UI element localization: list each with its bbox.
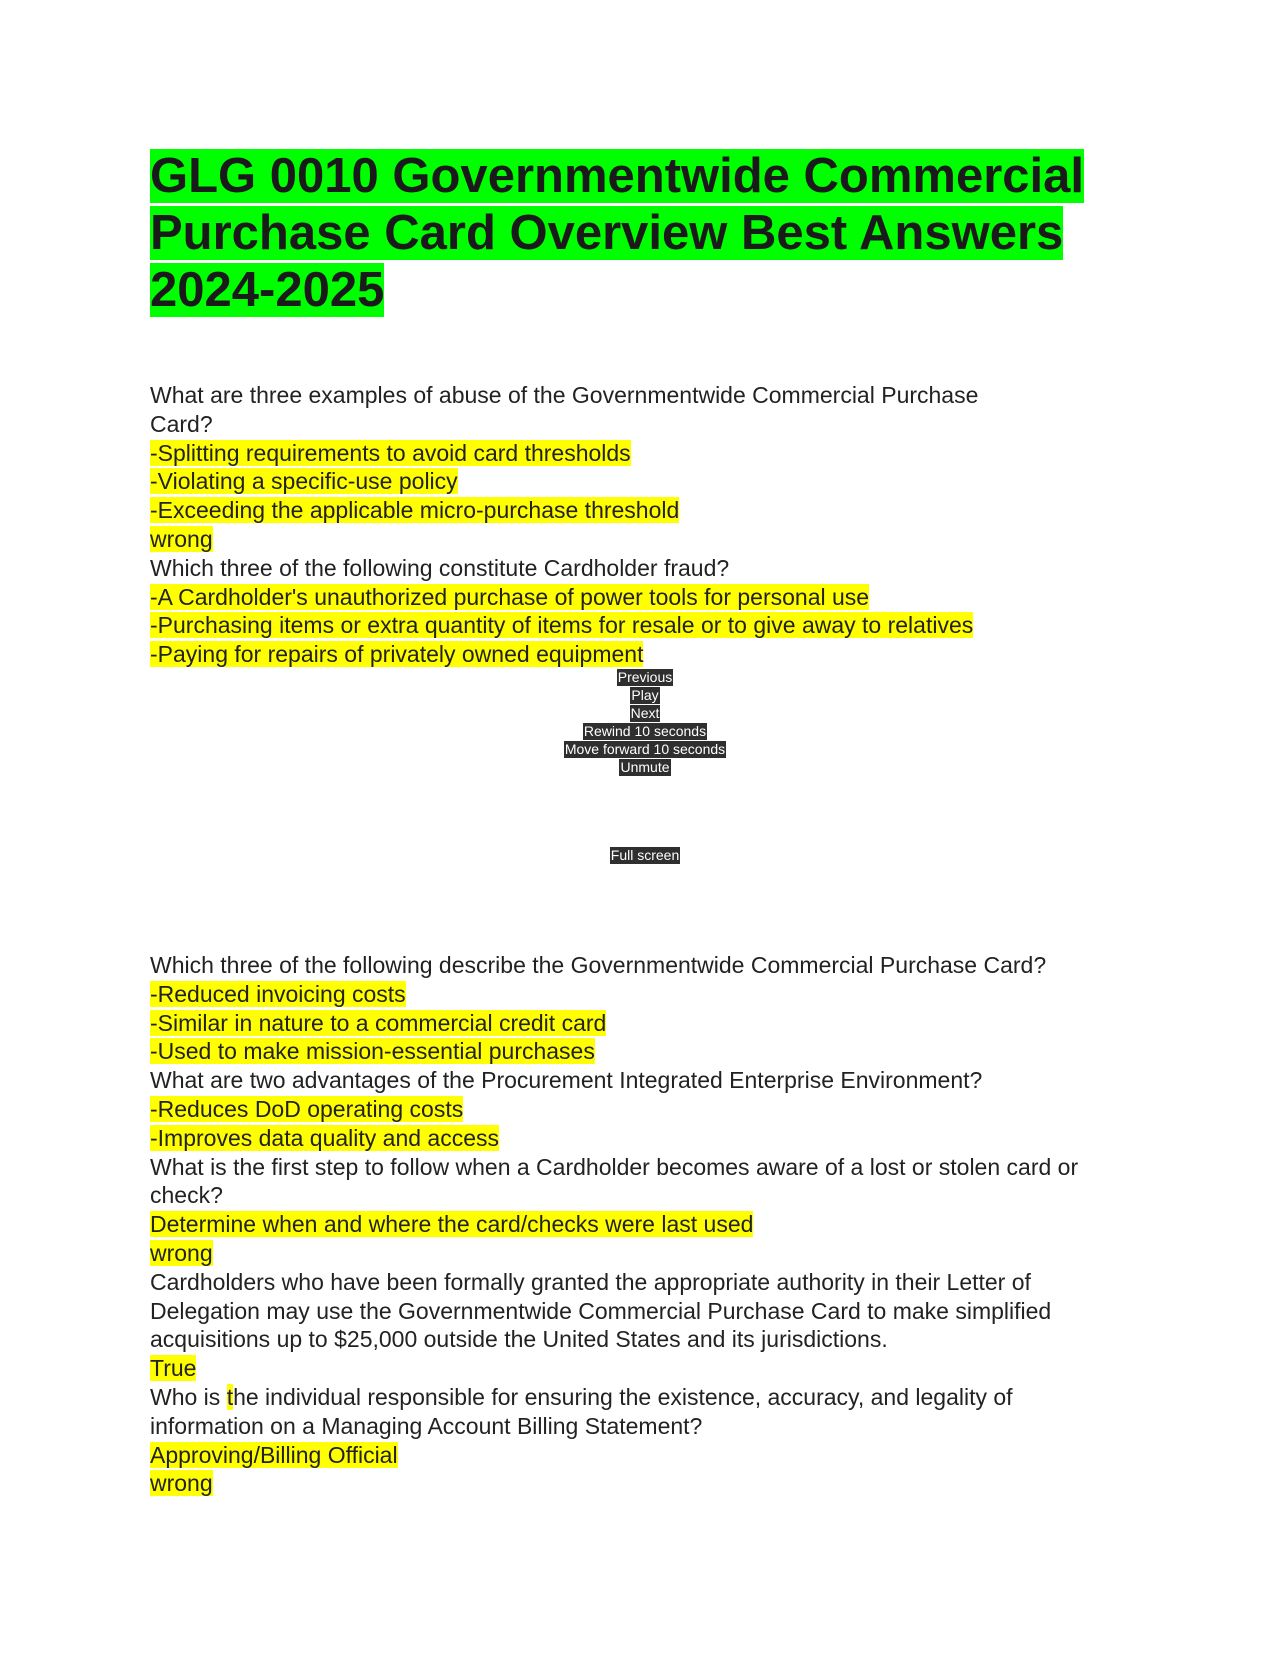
qa-section-2 — [150, 951, 1140, 1498]
rewind-button[interactable]: Rewind 10 seconds — [583, 722, 707, 739]
media-player — [150, 669, 1140, 951]
answer-line: -Paying for repairs of privately owned equipment — [150, 641, 644, 668]
answer-status: wrong — [150, 525, 213, 552]
next-button[interactable]: Next — [630, 704, 660, 721]
question-text: Who is the individual responsible for ensuring the existence, accuracy, and legality of information on a Managing Account Billing Statement? — [150, 1383, 1013, 1439]
answer-line: Approving/Billing Official — [150, 1441, 398, 1468]
answer-line: -A Cardholder's unauthorized purchase of power tools for personal use — [150, 583, 870, 610]
answer-line: Determine when and where the card/checks were last used — [150, 1211, 754, 1238]
question-text: Which three of the following constitute Cardholder fraud? — [150, 554, 730, 581]
answer-line: -Reduces DoD operating costs — [150, 1095, 464, 1122]
answer-status: wrong — [150, 1470, 213, 1497]
answer-status: wrong — [150, 1239, 213, 1266]
answer-line: -Improves data quality and access — [150, 1124, 500, 1151]
highlighted-letter: t — [226, 1383, 234, 1410]
question-text: What are three examples of abuse of the Governmentwide Commercial Purchase Card? — [150, 382, 979, 437]
answer-line: -Splitting requirements to avoid card thresholds — [150, 439, 631, 466]
answer-line: -Similar in nature to a commercial credit card — [150, 1009, 607, 1036]
unmute-button[interactable]: Unmute — [620, 758, 670, 775]
document-page — [150, 148, 1140, 1498]
answer-line: -Purchasing items or extra quantity of items for resale or to give away to relatives — [150, 612, 974, 639]
previous-button[interactable]: Previous — [617, 668, 673, 685]
forward-button[interactable]: Move forward 10 seconds — [564, 740, 726, 757]
question-text: Cardholders who have been formally granted the appropriate authority in their Letter of Delegation may use the Governmentwide Commercial Purchase Card to make simplified acquisitions up to $25,000 outside the United States and its jurisdictions. — [150, 1268, 1052, 1353]
question-text: Which three of the following describe the Governmentwide Commercial Purchase Card? — [150, 951, 1047, 978]
question-text: What is the first step to follow when a Cardholder becomes aware of a lost or stolen card or check? — [150, 1153, 1079, 1209]
page-title — [150, 148, 1140, 319]
title-highlight: GLG 0010 Governmentwide Commercial Purchase Card Overview Best Answers 2024-2025 — [150, 149, 1085, 317]
answer-line: -Exceeding the applicable micro-purchase threshold — [150, 497, 680, 524]
fullscreen-button[interactable]: Full screen — [610, 846, 680, 863]
question-text: What are two advantages of the Procurement Integrated Enterprise Environment? — [150, 1067, 983, 1094]
answer-line: -Violating a specific-use policy — [150, 468, 458, 495]
qa-section-1 — [150, 381, 1140, 669]
answer-line: -Reduced invoicing costs — [150, 980, 406, 1007]
answer-line: True — [150, 1355, 197, 1382]
answer-line: -Used to make mission-essential purchases — [150, 1038, 595, 1065]
play-button[interactable]: Play — [631, 686, 659, 703]
